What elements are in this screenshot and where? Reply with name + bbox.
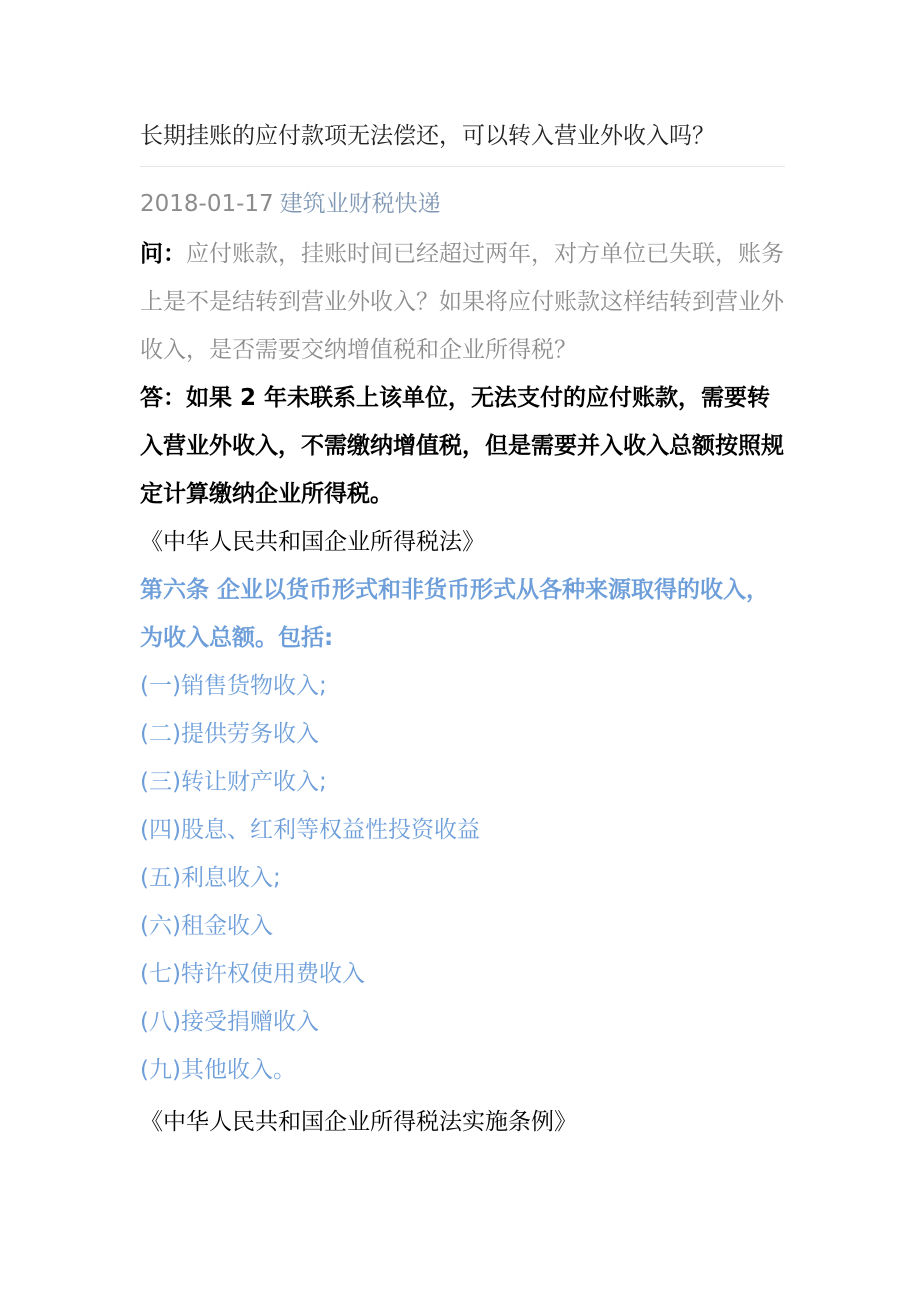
answer-paragraph: 答：如果 2 年未联系上该单位，无法支付的应付账款，需要转入营业外收入，不需缴纳增值税，但是需要并入收入总额按照规定计算缴纳企业所得税。: [140, 385, 784, 507]
list-item: (四)股息、红利等权益性投资收益: [140, 817, 480, 843]
income-item-list: [140, 662, 785, 1094]
publish-date: 2018-01-17: [140, 191, 274, 217]
source-link[interactable]: 建筑业财税快递: [279, 191, 441, 217]
list-item: (七)特许权使用费收入: [140, 961, 365, 987]
article-six: 第六条 企业以货币形式和非货币形式从各种来源取得的收入，为收入总额。包括:: [140, 577, 770, 651]
question-paragraph: [140, 230, 785, 374]
list-item: (二)提供劳务收入: [140, 721, 319, 747]
law-title: 《中华人民共和国企业所得税法》: [140, 529, 485, 555]
article-title: 长期挂账的应付款项无法偿还，可以转入营业外收入吗？: [140, 123, 715, 149]
article-body: [140, 230, 785, 1146]
list-item: (五)利息收入;: [140, 865, 281, 891]
article-meta: [140, 186, 441, 222]
question-text: 应付账款，挂账时间已经超过两年，对方单位已失联，账务上是不是结转到营业外收入？如果将应付账款这样结转到营业外收入，是否需要交纳增值税和企业所得税？: [140, 241, 784, 363]
list-item: (一)销售货物收入;: [140, 673, 327, 699]
question-label: 问：: [140, 241, 186, 267]
list-item: (三)转让财产收入;: [140, 769, 327, 795]
list-item: (八)接受捐赠收入: [140, 1009, 319, 1035]
list-item: (六)租金收入: [140, 913, 273, 939]
title-divider: [140, 166, 785, 167]
law-title-2: 《中华人民共和国企业所得税法实施条例》: [140, 1109, 577, 1135]
list-item: (九)其他收入。: [140, 1057, 296, 1083]
